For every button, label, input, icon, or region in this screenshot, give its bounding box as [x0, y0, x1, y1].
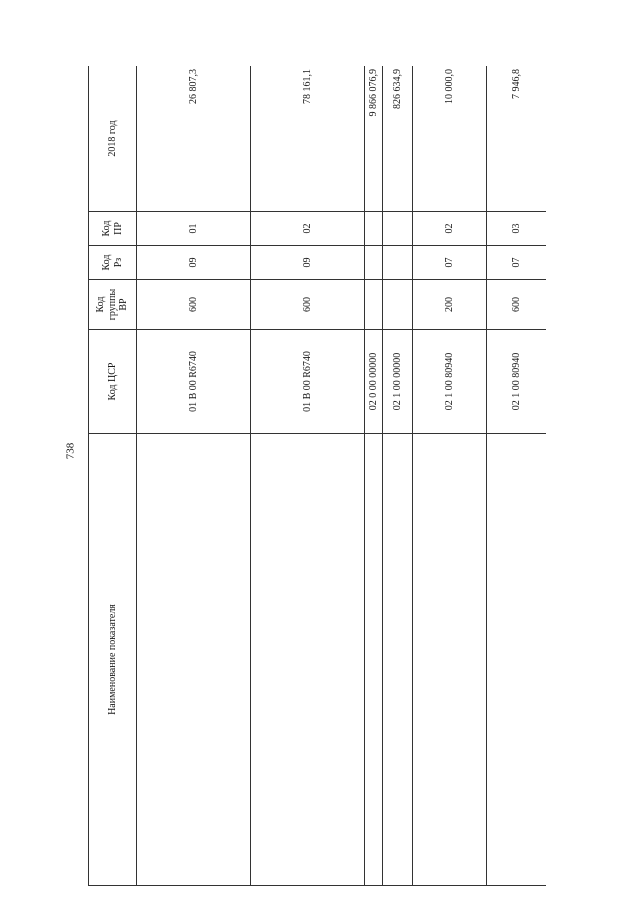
- table-row: [137, 66, 251, 886]
- page-number: [60, 12, 80, 889]
- table-row: [487, 66, 547, 886]
- header-name: Наименование показателя: [89, 434, 137, 886]
- row-pr: 02: [413, 212, 487, 246]
- row-csr: 02 1 00 80940: [413, 330, 487, 434]
- row-pr: 03: [487, 212, 547, 246]
- table-header-row: [89, 66, 137, 886]
- table-row: [365, 66, 383, 886]
- budget-table-container: [88, 66, 546, 886]
- row-name: [487, 434, 547, 886]
- table-row: [413, 66, 487, 886]
- row-csr: 02 1 00 80940: [487, 330, 547, 434]
- header-year: 2018 год: [89, 66, 137, 212]
- row-name: [251, 434, 365, 886]
- header-vr: Код группы ВР: [89, 280, 137, 330]
- row-csr: 01 В 00 R6740: [251, 330, 365, 434]
- row-vr: 600: [137, 280, 251, 330]
- row-rz: [365, 246, 383, 280]
- row-amount: 26 807,3: [137, 66, 251, 212]
- row-amount: 7 946,8: [487, 66, 547, 212]
- row-name: [383, 434, 413, 886]
- row-csr: 02 1 00 00000: [383, 330, 413, 434]
- row-csr: 01 В 00 R6740: [137, 330, 251, 434]
- row-amount: 9 866 076,9: [365, 66, 383, 212]
- row-amount: 78 161,1: [251, 66, 365, 212]
- row-rz: [383, 246, 413, 280]
- row-rz: 09: [137, 246, 251, 280]
- page-number-label: 738: [64, 442, 76, 459]
- header-csr: Код ЦСР: [89, 330, 137, 434]
- row-vr: 200: [413, 280, 487, 330]
- row-pr: [383, 212, 413, 246]
- row-pr: 01: [137, 212, 251, 246]
- row-pr: [365, 212, 383, 246]
- row-vr: 600: [487, 280, 547, 330]
- row-amount: 826 634,9: [383, 66, 413, 212]
- row-pr: 02: [251, 212, 365, 246]
- row-rz: 07: [413, 246, 487, 280]
- header-pr: Код ПР: [89, 212, 137, 246]
- row-name: [365, 434, 383, 886]
- header-rz: Код Рз: [89, 246, 137, 280]
- table-row: [383, 66, 413, 886]
- row-amount: 10 000,0: [413, 66, 487, 212]
- row-vr: [383, 280, 413, 330]
- row-csr: 02 0 00 00000: [365, 330, 383, 434]
- row-name: [137, 434, 251, 886]
- row-vr: [365, 280, 383, 330]
- row-rz: 09: [251, 246, 365, 280]
- row-name: [413, 434, 487, 886]
- table-row: [251, 66, 365, 886]
- row-rz: 07: [487, 246, 547, 280]
- row-vr: 600: [251, 280, 365, 330]
- budget-table: [88, 66, 546, 886]
